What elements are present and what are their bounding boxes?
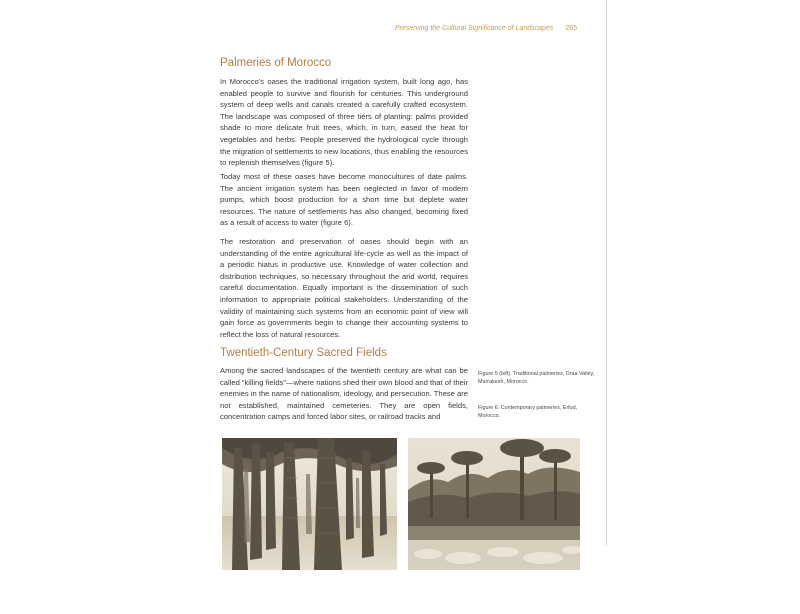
figure-5-photo bbox=[222, 438, 397, 570]
figure-5-caption: Figure 5 (left). Traditional palmeries, Draa Valley, Marrakesh, Morocco. bbox=[478, 371, 595, 385]
running-head bbox=[380, 25, 577, 32]
paragraph-oases-irrigation: In Morocco’s oases the traditional irrigation system, built long ago, has enabled people to survive and flourish for centuries. This underground system of deep wells and canals created a carefully crafted ecosystem. The landscape was composed of three tiers of planting: palms provided shade to more delicate fruit trees, which, in turn, eased the heat for vegetables and herbs. People preserved the hydrological cycle through the migration of settlements to new locations, thus enabling the resources to replenish themselves (figure 5). bbox=[220, 77, 468, 168]
figure-6-caption: Figure 6. Contemporary palmeries, Erfud, Morocco. bbox=[478, 405, 578, 419]
section-heading-palmeries: Palmeries of Morocco bbox=[220, 57, 332, 69]
paragraph-restoration: The restoration and preservation of oases should begin with an understanding of the entire agricultural life-cycle as well as the impact of a periodic hiatus in productive use. Knowledge of water collection and distribution techniques, so necessary throughout the arid world, requires careful documentation. Equally important is the dissemination of such information to appropriate political stakeholders. Understanding of the validity of maintaining such systems from an economic point of view will gain force as governments begin to change their accounting systems to reflect the loss of natural resources. bbox=[220, 237, 468, 339]
paragraph-monocultures: Today most of these oases have become monocultures of date palms. The ancient irrigation system has been neglected in favor of modern pumps, which boost production for a short time but deplete water resources. The nature of settlements has also changed, becoming fixed as a result of access to water (figure 6). bbox=[220, 172, 468, 228]
paragraph-killing-fields: Among the sacred landscapes of the twentieth century are what can be called “killing fields”—where nations shed their own blood and that of their enemies in the name of nationalism, ideology, and persecution. These are not established, maintained cemeteries. They are open fields, concentration camps and forced labor sites, or railroad tracks and bbox=[220, 366, 468, 422]
page-edge-divider bbox=[606, 0, 607, 545]
page-number: 265 bbox=[565, 25, 577, 32]
running-head-title: Preserving the Cultural Significance of Landscapes bbox=[394, 25, 554, 32]
figure-6-photo bbox=[408, 438, 580, 570]
section-heading-sacred-fields: Twentieth-Century Sacred Fields bbox=[220, 347, 387, 359]
